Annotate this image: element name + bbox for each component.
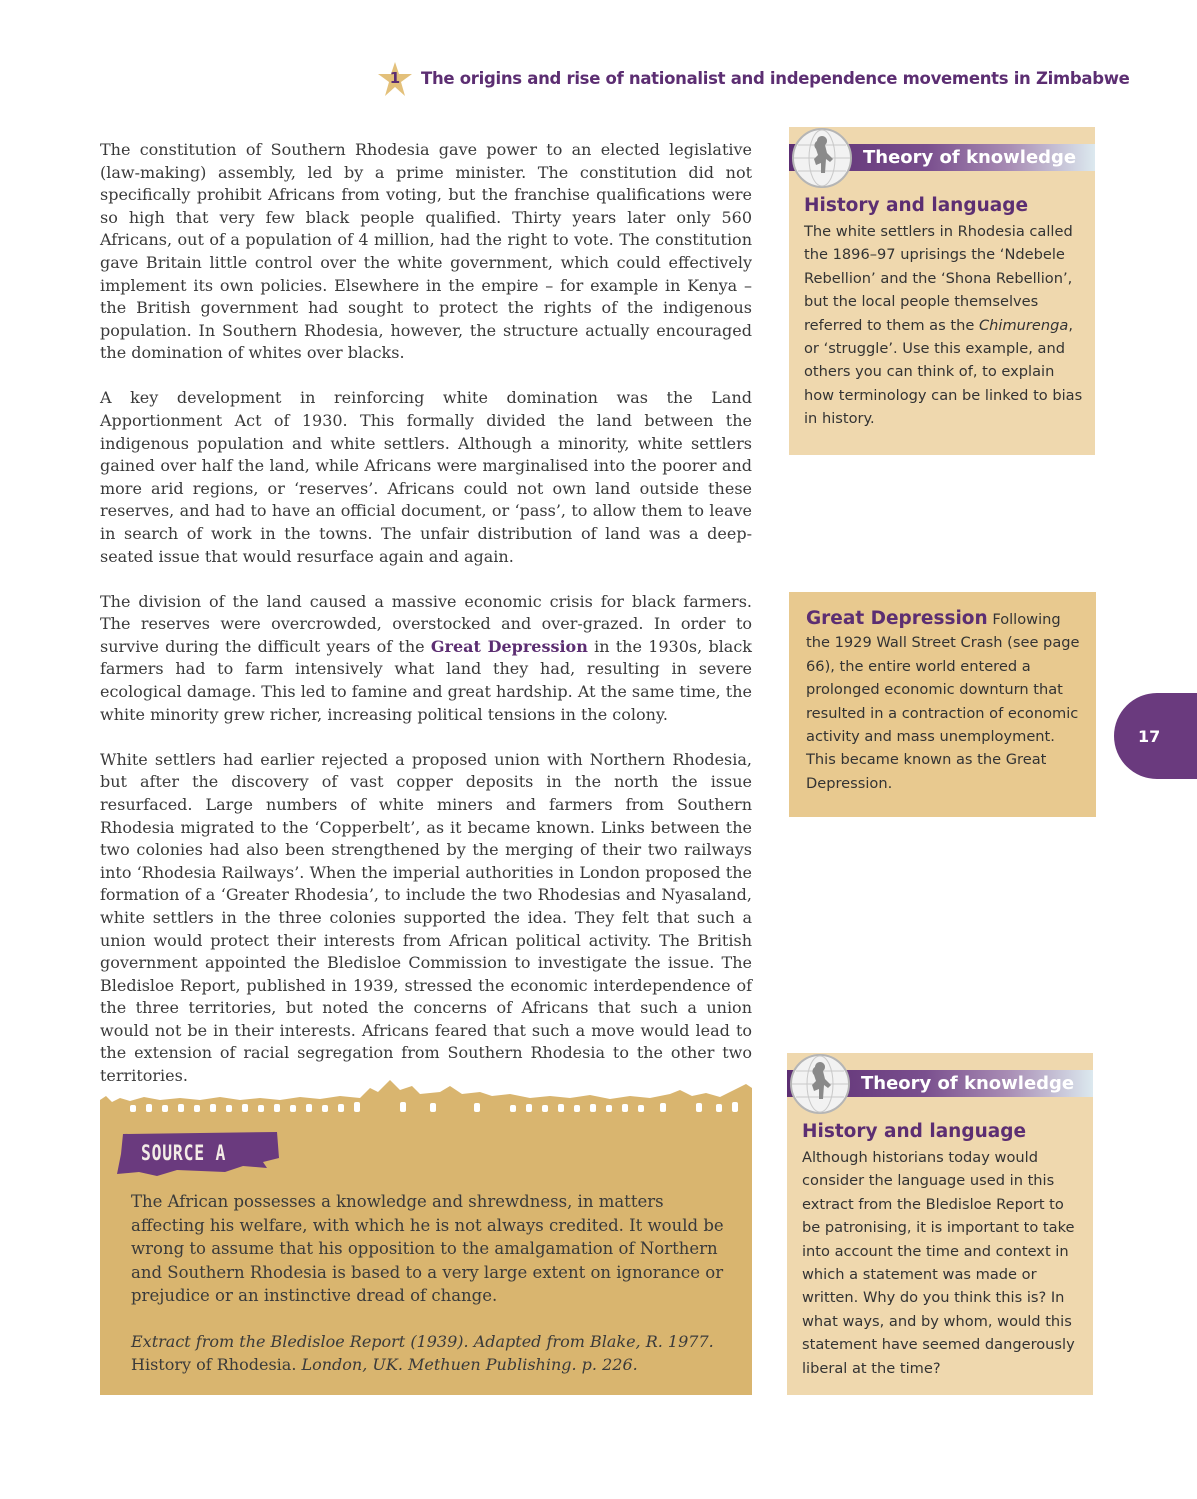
paragraph-4: White settlers had earlier rejected a proposed union with Northern Rhodesia, but after the discovery of vast copper deposits in the north the issue resurfaced. Large numbers of white miners and farmers from Southern Rhodesia migrated to the ‘Copperbelt’, as it became known. Links between the two colonies had also been strengthened by the merging of their two railways into ‘Rhodesia Railways’. When the imperial authorities in London proposed the formation of a ‘Greater Rhodesia’, to include the two Rhodesias and Nyasaland, white settlers in the three colonies supported the idea. They felt that such a union would protect their interests from African political activity. The British government appointed the Bledisloe Commission to investigate the issue. The Bledisloe Report, published in 1939, stressed the economic interdependence of the three territories, but noted the concerns of Africans that such a union would not be in their interests. Africans feared that such a move would lead to the extension of racial segregation from Southern Rhodesia to the other two territories. <box>100 749 752 1086</box>
great-depression-keyword: Great Depression <box>430 636 588 656</box>
citation-part-1: Extract from the Bledisloe Report (1939). Adapted from Blake, R. 1977. <box>131 1332 714 1351</box>
chapter-header <box>378 62 1130 102</box>
tok-text <box>804 220 1084 431</box>
tok-header-text: Theory of knowledge <box>863 147 1077 168</box>
citation-part-3: London, UK. Methuen Publishing. p. 226. <box>296 1354 638 1374</box>
tok-text-before: The white settlers in Rhodesia called the 1896–97 uprisings the ‘Ndebele Rebellion’ and the ‘Shona Rebellion’, but the local people themselves referred to them as the <box>804 223 1073 334</box>
source-a-citation <box>131 1331 731 1376</box>
chapter-number: 1 <box>389 69 401 87</box>
tok-text-italic: Chimurenga <box>978 316 1069 334</box>
page-number-tab <box>1114 693 1197 779</box>
thinker-globe-icon <box>789 127 855 193</box>
glossary-definition: Following the 1929 Wall Street Crash (see page 66), the entire world entered a prolonged economic downturn that resulted in a contraction of economic activity and mass unemployment. This became known as the Great Depression. <box>806 611 1080 792</box>
paragraph-3 <box>100 591 752 727</box>
chapter-title: The origins and rise of nationalist and independence movements in Zimbabwe <box>421 69 1130 88</box>
tok-heading: History and language <box>804 195 1029 216</box>
thinker-globe-icon <box>787 1053 853 1119</box>
paragraph-2: A key development in reinforcing white domination was the Land Apportionment Act of 1930. This formally divided the land between the indigenous population and white settlers. Although a minority, white settlers gained over half the land, while Africans were marginalised into the poorer and more arid regions, or ‘reserves’. Africans could not own land outside these reserves, and had to have an official document, or ‘pass’, to allow them to leave in search of work in the towns. The unfair distribution of land was a deep-seated issue that would resurface again and again. <box>100 388 752 566</box>
paragraph-3-after: in the 1930s, black farmers had to farm intensively what land they had, resulting in severe ecological damage. This led to famine and great hardship. At the same time, the white minority grew richer, increasing political tensions in the colony. <box>100 636 752 724</box>
page-number: 17 <box>1138 727 1161 746</box>
tok-heading: History and language <box>802 1121 1027 1142</box>
paragraph-3-before: The division of the land caused a massive economic crisis for black farmers. The reserves were overcrowded, overstocked and over-grazed. In order to survive during the difficult years of the <box>100 591 752 656</box>
glossary-term: Great Depression <box>806 608 988 629</box>
theory-of-knowledge-box-1 <box>789 127 1095 455</box>
glossary-text <box>806 607 1088 795</box>
glossary-box <box>789 592 1096 817</box>
source-a-label <box>117 1132 279 1176</box>
paragraph-1: The constitution of Southern Rhodesia gave power to an elected legislative (law-making) assembly, led by a prime minister. The constitution did not specifically prohibit Africans from voting, but the franchise qualifications were so high that very few black people qualified. Thirty years later only 560 Africans, out of a population of 4 million, had the right to vote. The constitution gave Britain little control over the white government, which could effectively implement its own policies. Elsewhere in the empire – for example in Kenya – the British government had sought to protect the rights of the indigenous population. In Southern Rhodesia, however, the structure actually encouraged the domination of whites over blacks. <box>100 140 752 363</box>
tok-text: Although historians today would consider the language used in this extract from the Bledisloe Report to be patronising, it is important to take into account the time and context in which a statement was made or written. Why do you think this is? In what ways, and by whom, would this statement have seemed dangerously liberal at the time? <box>802 1149 1075 1377</box>
source-a-quote: The African possesses a knowledge and shrewdness, in matters affecting his welfare, with which he is not always credited. It would be wrong to assume that his opposition to the amalgamation of Northern and Southern Rhodesia is based to a very large extent on ignorance or prejudice or an instinctive dread of change. <box>131 1192 724 1305</box>
main-text <box>100 139 752 1110</box>
source-a-box <box>100 1078 752 1395</box>
tok-text-after: , or ‘struggle’. Use this example, and others you can think of, to explain how terminology can be linked to bias in history. <box>804 316 1083 428</box>
theory-of-knowledge-box-2 <box>787 1053 1093 1395</box>
tok-header-text: Theory of knowledge <box>861 1073 1075 1094</box>
citation-part-2: History of Rhodesia. <box>131 1354 297 1374</box>
source-a-label-text: SOURCE A <box>141 1141 227 1165</box>
